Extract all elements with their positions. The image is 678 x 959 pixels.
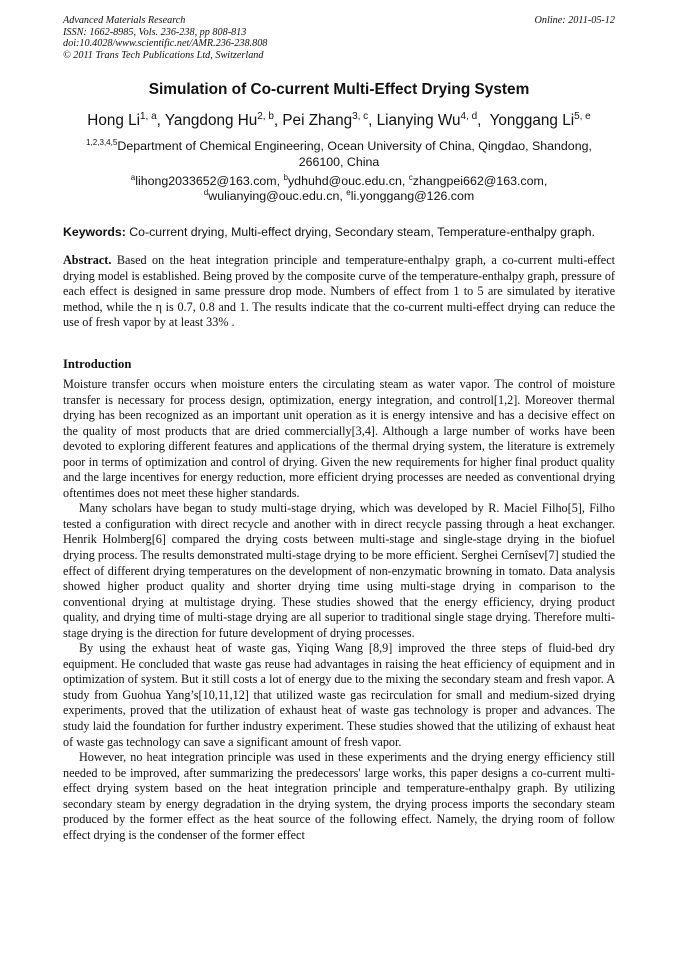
email-line: $^d$wulianying@ouc.edu.cn, $^e$li.yonggang@126.com [203, 187, 475, 203]
copyright-line: © 2011 Trans Tech Publications Ltd, Switzerland [63, 49, 264, 61]
journal-name: Advanced Materials Research [63, 15, 186, 26]
keywords-label: Keywords: [63, 225, 126, 239]
paragraph: However, no heat integration principle was used in these experiments and the drying energy efficiency still needed to be improved, after summarizing the predecessors' large works, this paper designs a co-current multi-effect drying system based on the heat integration principle and temperature-enthalpy graph. By utilizing secondary steam by energy degradation in the drying system, the drying process imports the secondary steam produced by the former effect as the heat source of the following effect. Namely, the drying room of follow effect drying is the condenser of the former effect [63, 750, 615, 842]
author: Yonggang Li$^{5, e}$ [489, 110, 591, 129]
journal-header [63, 15, 615, 61]
author-list [63, 112, 615, 130]
introduction-body [63, 377, 615, 843]
email-list [80, 174, 598, 204]
affiliation-marker: 1,2,3,4,5 [86, 137, 118, 147]
email-link[interactable]: zhangpei662@163.com, [412, 174, 548, 188]
paragraph: By using the exhaust heat of waste gas, Yiqing Wang [8,9] improved the three steps of fluid-bed dry equipment. He concluded that waste gas reuse had advantages in raising the heat efficiency of equipment and in optimization of system. But it still costs a lot of energy due to the mixing the secondary steam and fresh vapor. A study from Guohua Yang’s[10,11,12] that utilized waste gas recirculation for small and medium-sized drying experiments, proved that the utilization of exhaust heat of waste gas technology is proper and advances. The study laid the foundation for further industry experiment. These studies showed that the utilizing of exhaust heat of waste gas technology can save a significant amount of fresh vapor. [63, 641, 615, 749]
email-link[interactable]: lihong2033652@163.com, [135, 174, 284, 188]
author: Hong Li$^{1, a}$, [87, 110, 165, 129]
paragraph: Many scholars have began to study multi-stage drying, which was developed by R. Maciel Filho[5], Filho tested a configuration with direct recycle and another with in direct recycle passing through a heat exchanger. Henrik Holmberg[6] compared the drying costs between multi-stage and single-stage drying in the biofuel drying process. The results demonstrated multi-stage drying to be more efficient. Serghei Cernîsev[7] studied the effect of different drying temperatures on the development of non-enzymatic browning in tomato. Data analysis showed higher product quality and shorter drying time using multi-stage drying in comparison to the conventional drying at multistage drying. These studies showed that the energy efficiency, drying product quality, and drying time of multi-stage drying are all superior to traditional single stage drying. Therefore multi-stage drying is the direction for future development of drying processes. [63, 501, 615, 640]
email-link[interactable]: wulianying@ouc.edu.cn, [208, 189, 347, 203]
keywords [63, 225, 623, 240]
author: Pei Zhang$^{3, c}$, [282, 110, 377, 129]
paragraph: Moisture transfer occurs when moisture enters the circulating steam as water vapor. The control of moisture transfer is necessary for process design, optimization, energy integration, and control[1,2]. Moreover thermal drying has been recognized as an important unit operation as it is energy intensive and has a decisive effect on the quality of most products that are dried commercially[3,4]. Although a large number of works have been devoted to exploring different features and applications of the thermal drying system, the literature is extremely poor in terms of optimization and control of drying. Given the new requirements for higher final product quality and the large incentives for energy reduction, more efficient drying processes are needed as conventional drying oftentimes does not meet these higher standards. [63, 377, 615, 500]
affiliation-text: Department of Chemical Engineering, Ocean University of China, Qingdao, Shandong, 266100, China [117, 139, 592, 169]
author: Yangdong Hu$^{2, b}$, [164, 110, 283, 129]
online-date: Online: 2011-05-12 [534, 15, 615, 26]
abstract-label: Abstract. [63, 253, 112, 267]
keywords-text: Co-current drying, Multi-effect drying, Secondary steam, Temperature-enthalpy graph. [125, 225, 595, 239]
abstract [63, 253, 615, 331]
email-link[interactable]: ydhuhd@ouc.edu.cn, [287, 174, 409, 188]
paper-title: Simulation of Co-current Multi-Effect Drying System [148, 81, 530, 98]
doi-line: doi:10.4028/www.scientific.net/AMR.236-238.808 [63, 38, 268, 50]
issn-line: ISSN: 1662-8985, Vols. 236-238, pp 808-813 [63, 26, 247, 38]
author: Lianying Wu$^{4, d}$, [376, 110, 490, 129]
abstract-text: Based on the heat integration principle and temperature-enthalpy graph, a co-current multi-effect drying model is established. Being proved by the composite curve of the temperature-enthalpy graph, pressure of each effect is designed in same pressure drop mode. Numbers of effect from 1 to 5 are simulated by iterative method, while the η is 0.7, 0.8 and 1. The results indicate that the co-current multi-effect drying can reduce the use of fresh vapor by at least 33% . [63, 253, 615, 330]
email-line: $^a$lihong2033652@163.com, $^b$ydhuhd@ouc.edu.cn, $^c$zhangpei662@163.com, [130, 172, 548, 188]
affiliation [80, 138, 598, 170]
section-heading: Introduction [63, 357, 132, 371]
email-link[interactable]: li.yonggang@126.com [350, 189, 475, 203]
